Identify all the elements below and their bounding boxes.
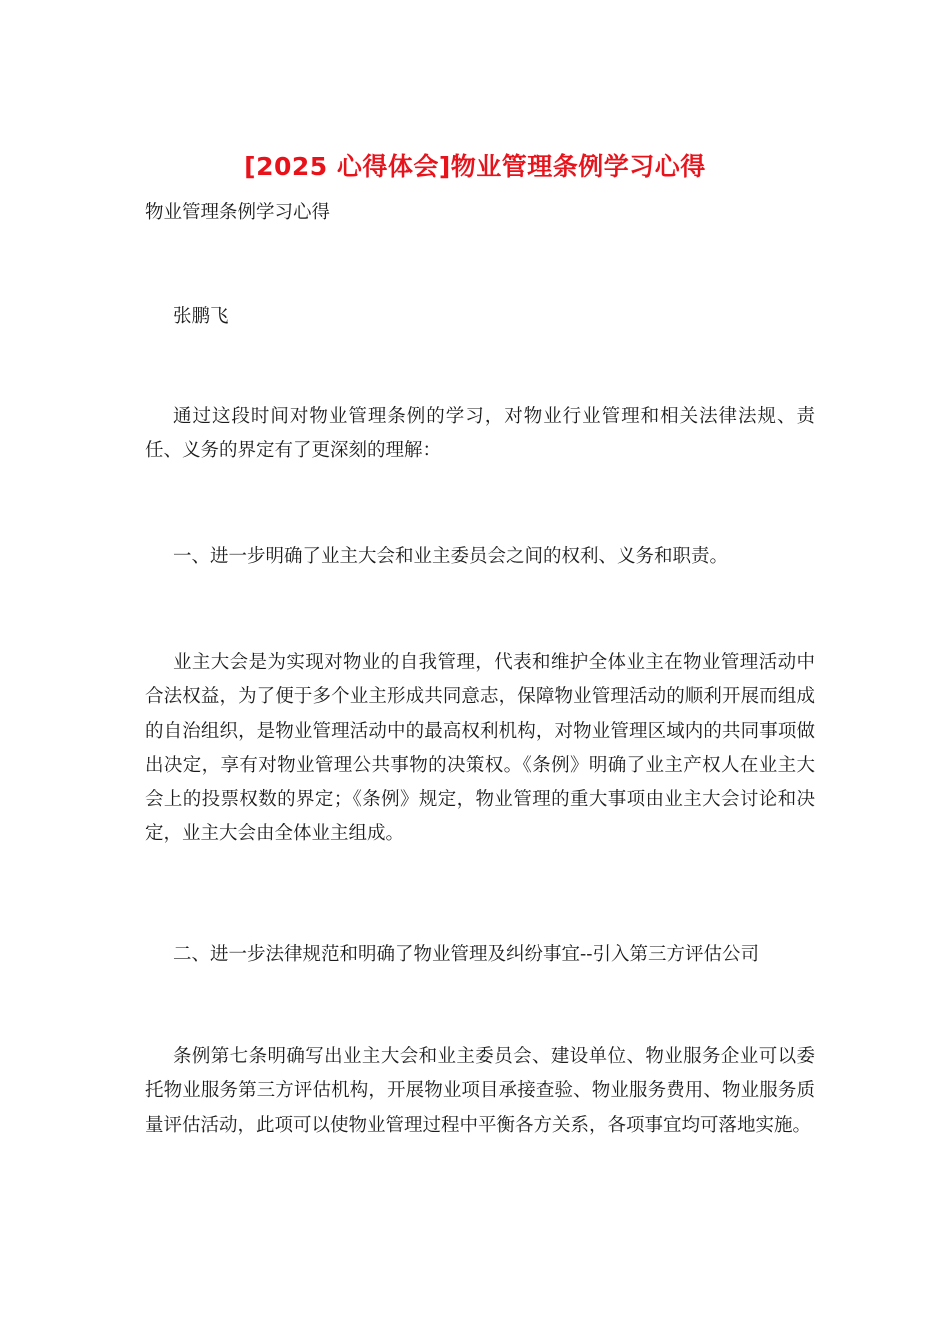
section-heading-1: 一、进一步明确了业主大会和业主委员会之间的权利、义务和职责。 (173, 546, 729, 567)
document-subtitle: 物业管理条例学习心得 (145, 202, 331, 223)
body-paragraph-1: 业主大会是为实现对物业的自我管理，代表和维护全体业主在物业管理活动中合法权益，为了便于多个业主形成共同意志，保障物业管理活动的顺利开展而组成的自治组织，是物业管理活动中的最高权利机构，对物业管理区域内的共同事项做出决定，享有对物业管理公共事物的决策权。《条例》明确了业主产权人在业主大会上的投票权数的界定；《条例》规定，物业管理的重大事项由业主大会讨论和决定，业主大会由全体业主组成。 (145, 652, 815, 845)
section-heading-2: 二、进一步法律规范和明确了物业管理及纠纷事宜--引入第三方评估公司 (173, 944, 760, 965)
author-name: 张鹏飞 (173, 306, 229, 327)
document-title: [2025 心得体会]物业管理条例学习心得 (244, 152, 706, 181)
intro-paragraph: 通过这段时间对物业管理条例的学习，对物业行业管理和相关法律法规、责任、义务的界定有了更深刻的理解： (145, 406, 815, 462)
body-paragraph-2: 条例第七条明确写出业主大会和业主委员会、建设单位、物业服务企业可以委托物业服务第三方评估机构，开展物业项目承接查验、物业服务费用、物业服务质量评估活动，此项可以使物业管理过程中平衡各方关系，各项事宜均可落地实施。 (145, 1046, 815, 1136)
